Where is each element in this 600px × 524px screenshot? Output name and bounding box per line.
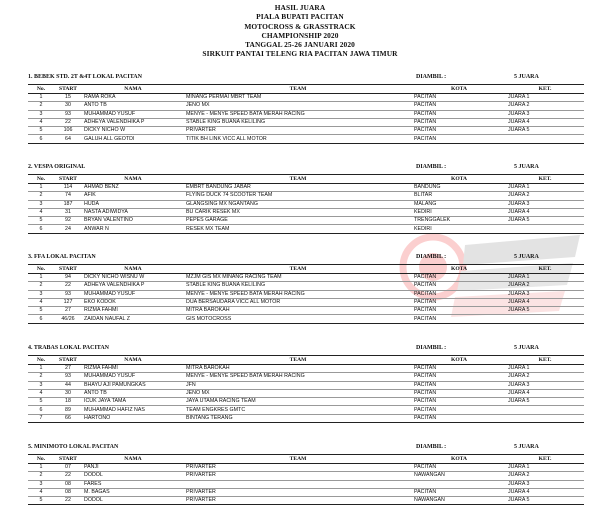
cell-no: 6 — [39, 406, 43, 413]
cell-ket: JUARA 2 — [508, 472, 530, 479]
cell-nama: HARTONO — [84, 414, 111, 421]
results-table — [28, 264, 584, 324]
column-header-team: TEAM — [184, 455, 412, 464]
table-row — [28, 497, 584, 505]
cell-no: 5 — [39, 127, 43, 134]
table-row — [28, 488, 584, 496]
cell-team: PRIVARTER — [186, 127, 216, 134]
cell-no: 4 — [39, 119, 43, 126]
cell-no: 2 — [39, 472, 43, 479]
cell-kota: PACITAN — [414, 365, 437, 372]
column-header-nama: NAMA — [82, 85, 184, 94]
cell-kota: PACITAN — [414, 110, 437, 117]
cell-nama: ANWAR N — [84, 225, 109, 232]
cell-start: 30 — [65, 102, 71, 109]
cell-team: GIS MOTOCROSS — [186, 315, 232, 322]
cell-no: 6 — [39, 315, 43, 322]
cell-no: 4 — [39, 209, 43, 216]
cell-nama: DICKY NICHO W — [84, 127, 126, 134]
table-row — [28, 414, 584, 422]
section-header — [28, 73, 584, 84]
column-header-team: TEAM — [184, 265, 412, 274]
cell-ket: JUARA 5 — [508, 307, 530, 314]
cell-nama: M. BAGAS — [84, 489, 110, 496]
table-row — [28, 110, 584, 118]
cell-no: 5 — [39, 497, 43, 504]
cell-start: 66 — [65, 414, 71, 421]
cell-team: FLYING DUCK 74 SCOOTER TEAM — [186, 192, 273, 199]
cell-nama: ICUK JAYA TAMA — [84, 398, 126, 405]
cell-kota: PACITAN — [414, 94, 437, 101]
cell-team: MITRA BAROKAH — [186, 365, 230, 372]
section-title: 2. VESPA ORIGINAL — [28, 164, 86, 170]
cell-team — [184, 480, 412, 488]
cell-nama: ANTO TB — [84, 102, 107, 109]
cell-team: PRIVARTER — [186, 497, 216, 504]
column-header-kota: KOTA — [412, 85, 506, 94]
cell-start: 08 — [65, 489, 71, 496]
cell-no: 2 — [39, 192, 43, 199]
cell-start: 07 — [65, 464, 71, 471]
cell-start: 22 — [65, 119, 71, 126]
cell-kota: NAWANGAN — [414, 497, 445, 504]
cell-no: 3 — [39, 290, 43, 297]
section-title: 5. MINIMOTO LOKAL PACITAN — [28, 444, 119, 450]
header-championship: CHAMPIONSHIP 2020 — [261, 30, 339, 40]
cell-team: JAYA UTAMA RACING TEAM — [186, 398, 256, 405]
diambil-label: DIAMBIL : — [416, 254, 447, 260]
cell-no: 4 — [39, 299, 43, 306]
table-row — [28, 217, 584, 225]
header-discipline: MOTOCROSS & GRASSTRACK — [244, 21, 356, 31]
cell-ket: JUARA 3 — [508, 480, 530, 487]
table-row — [28, 464, 584, 472]
cell-team: MITRA BAROKAH — [186, 307, 230, 314]
cell-start: 114 — [63, 184, 73, 191]
table-row — [28, 200, 584, 208]
section-title: 1. BEBEK STD. 2T &4T LOKAL PACITAN — [28, 74, 142, 80]
table-row — [28, 184, 584, 192]
table-row — [28, 365, 584, 373]
cell-nama: ADHEYA VALENDHIKA P — [84, 119, 145, 126]
cell-no: 1 — [39, 274, 43, 281]
cell-no: 2 — [39, 373, 43, 380]
cell-kota: PACITAN — [414, 282, 437, 289]
cell-start: 46/26 — [61, 315, 75, 322]
cell-no: 3 — [39, 200, 43, 207]
cell-team: JENO MX — [186, 390, 210, 397]
cell-ket — [506, 406, 584, 414]
diambil-label: DIAMBIL : — [416, 74, 447, 80]
cell-nama: DODOL — [84, 472, 103, 479]
table-row — [28, 102, 584, 110]
cell-ket: JUARA 2 — [508, 102, 530, 109]
cell-nama: MUHAMMAD HAFIZ NAS — [84, 406, 145, 413]
table-row — [28, 480, 584, 488]
column-header-ket: KET. — [506, 356, 584, 365]
cell-no: 1 — [39, 464, 43, 471]
results-table — [28, 84, 584, 144]
table-row — [28, 225, 584, 233]
cell-kota: PACITAN — [414, 315, 437, 322]
cell-nama: DICKY NICHO WISNU W — [84, 274, 145, 281]
cell-team: MENYE - MENYE SPEED BATA MERAH RACING — [186, 373, 305, 380]
column-header-nama: NAMA — [82, 175, 184, 184]
section-ffa — [28, 253, 584, 324]
cell-ket: JUARA 1 — [508, 184, 530, 191]
cell-start: 27 — [65, 365, 71, 372]
column-header-no: No. — [28, 455, 54, 464]
cell-start: 22 — [65, 472, 71, 479]
cell-team: EMBRT BANDUNG JABAR — [186, 184, 251, 191]
column-header-no: No. — [28, 85, 54, 94]
cell-nama: FARES — [84, 480, 102, 487]
cell-start: 127 — [63, 299, 73, 306]
cell-nama: MUHAMMAD YUSUF — [84, 110, 136, 117]
diambil-label: DIAMBIL : — [416, 345, 447, 351]
cell-kota: PACITAN — [414, 307, 437, 314]
cell-team: PRIVARTER — [186, 489, 216, 496]
cell-ket: JUARA 3 — [508, 290, 530, 297]
table-row — [28, 192, 584, 200]
cell-team: MENYE - MENYE SPEED BATA MERAH RACING — [186, 110, 305, 117]
column-header-start: START — [54, 356, 82, 365]
cell-team: TEAM ENGKRES GMTC — [186, 406, 246, 413]
cell-ket: JUARA 3 — [508, 110, 530, 117]
cell-start: 31 — [65, 209, 71, 216]
cell-ket: JUARA 2 — [508, 373, 530, 380]
cell-start: 106 — [63, 127, 73, 134]
cell-nama: ADHEYA VALENDHIKA P — [84, 282, 145, 289]
cell-nama: PANJI — [84, 464, 99, 471]
cell-team: STABLE KING BUANA KELILING — [186, 119, 266, 126]
juara-count: 5 JUARA — [514, 444, 539, 450]
cell-team: MENYE - MENYE SPEED BATA MERAH RACING — [186, 290, 305, 297]
cell-ket: JUARA 2 — [508, 282, 530, 289]
results-table — [28, 174, 584, 234]
cell-no: 3 — [39, 110, 43, 117]
section-trabas — [28, 344, 584, 423]
cell-no: 7 — [39, 414, 43, 421]
diambil-label: DIAMBIL : — [416, 164, 447, 170]
column-header-ket: KET. — [506, 85, 584, 94]
cell-start: 24 — [65, 225, 71, 232]
column-header-nama: NAMA — [82, 455, 184, 464]
cell-team: PRIVARTER — [186, 472, 216, 479]
cell-start: 22 — [65, 497, 71, 504]
cell-ket: JUARA 1 — [508, 365, 530, 372]
cell-nama: RIZMA FAHMI — [84, 307, 118, 314]
cell-start: 15 — [65, 94, 71, 101]
results-table — [28, 355, 584, 423]
table-row — [28, 290, 584, 298]
cell-nama: NASTA ADIWIDYA — [84, 209, 128, 216]
cell-kota: PACITAN — [414, 414, 437, 421]
table-header-row — [28, 85, 584, 94]
cell-no: 5 — [39, 217, 43, 224]
column-header-no: No. — [28, 356, 54, 365]
cell-ket: JUARA 4 — [508, 299, 530, 306]
section-header — [28, 253, 584, 264]
cell-no: 6 — [39, 135, 43, 142]
cell-no: 5 — [39, 398, 43, 405]
column-header-nama: NAMA — [82, 356, 184, 365]
cell-kota: NAWANGAN — [414, 472, 445, 479]
cell-team: STABLE KING BUANA KELILING — [186, 282, 266, 289]
header-event: PIALA BUPATI PACITAN — [256, 12, 344, 22]
column-header-no: No. — [28, 175, 54, 184]
section-header — [28, 163, 584, 174]
cell-nama: MUHAMMAD YUSUF — [84, 373, 136, 380]
cell-no: 2 — [39, 102, 43, 109]
cell-start: 93 — [65, 110, 71, 117]
cell-team: RESEK MX TEAM — [186, 225, 230, 232]
column-header-team: TEAM — [184, 85, 412, 94]
section-minimoto — [28, 443, 584, 505]
column-header-kota: KOTA — [412, 356, 506, 365]
cell-ket — [506, 135, 584, 143]
cell-nama: ZAIDAN NAUFAL Z — [84, 315, 131, 322]
cell-kota — [412, 480, 506, 488]
table-header-row — [28, 455, 584, 464]
column-header-start: START — [54, 175, 82, 184]
table-row — [28, 307, 584, 315]
cell-start: 44 — [65, 381, 71, 388]
header-date: TANGGAL 25-26 JANUARI 2020 — [245, 40, 355, 50]
cell-team: MZJM GIS MX MINANG RACING TEAM — [186, 274, 282, 281]
cell-kota: KEDIRI — [414, 225, 432, 232]
juara-count: 5 JUARA — [514, 254, 539, 260]
cell-ket: JUARA 1 — [508, 464, 530, 471]
cell-start: 27 — [65, 307, 71, 314]
cell-ket — [506, 414, 584, 422]
diambil-label: DIAMBIL : — [416, 444, 447, 450]
cell-start: 93 — [65, 290, 71, 297]
cell-kota: PACITAN — [414, 398, 437, 405]
cell-kota: PACITAN — [414, 299, 437, 306]
cell-nama: AHMAD BENZ — [84, 184, 119, 191]
header-title: HASIL JUARA — [274, 3, 326, 12]
column-header-kota: KOTA — [412, 175, 506, 184]
cell-nama: RAMA ROKA — [84, 94, 116, 101]
column-header-ket: KET. — [506, 455, 584, 464]
table-row — [28, 315, 584, 323]
table-row — [28, 274, 584, 282]
table-row — [28, 381, 584, 389]
table-row — [28, 282, 584, 290]
column-header-ket: KET. — [506, 265, 584, 274]
cell-team: BINTANG TERANG — [186, 414, 233, 421]
column-header-start: START — [54, 265, 82, 274]
table-header-row — [28, 175, 584, 184]
cell-team: MINANG PERMAI MBRT TEAM — [186, 94, 262, 101]
section-header — [28, 344, 584, 355]
table-row — [28, 208, 584, 216]
cell-ket: JUARA 3 — [508, 200, 530, 207]
cell-kota: PACITAN — [414, 127, 437, 134]
cell-start: 92 — [65, 217, 71, 224]
table-row — [28, 118, 584, 126]
cell-nama: RIZMA FAHMI — [84, 365, 118, 372]
table-row — [28, 373, 584, 381]
cell-start: 187 — [63, 200, 73, 207]
section-title: 4. TRABAS LOKAL PACITAN — [28, 345, 110, 351]
cell-ket: JUARA 4 — [508, 489, 530, 496]
cell-nama: HUDA — [84, 200, 100, 207]
table-row — [28, 398, 584, 406]
cell-no: 1 — [39, 184, 43, 191]
cell-start: 74 — [65, 192, 71, 199]
header-venue: SIRKUIT PANTAI TELENG RIA PACITAN JAWA TIMUR — [202, 49, 398, 59]
results-table — [28, 454, 584, 505]
cell-kota: PACITAN — [414, 290, 437, 297]
cell-nama: MUHAMMAD YUSUF — [84, 290, 136, 297]
table-row — [28, 135, 584, 143]
table-row — [28, 298, 584, 306]
cell-kota: PACITAN — [414, 135, 437, 142]
cell-kota: PACITAN — [414, 274, 437, 281]
section-header — [28, 443, 584, 454]
document-header — [0, 3, 600, 59]
cell-kota: PACITAN — [414, 390, 437, 397]
cell-nama: EKO KODOK — [84, 299, 116, 306]
cell-team: DUA BERSAUDARA VICC ALL MOTOR — [186, 299, 281, 306]
column-header-ket: KET. — [506, 175, 584, 184]
cell-start: 22 — [65, 282, 71, 289]
cell-ket — [506, 315, 584, 323]
cell-no: 4 — [39, 390, 43, 397]
cell-kota: PACITAN — [414, 406, 437, 413]
cell-no: 1 — [39, 365, 43, 372]
cell-start: 89 — [65, 406, 71, 413]
cell-ket: JUARA 5 — [508, 398, 530, 405]
cell-nama: DODOL — [84, 497, 103, 504]
table-header-row — [28, 356, 584, 365]
cell-start: 64 — [65, 135, 71, 142]
column-header-start: START — [54, 455, 82, 464]
juara-count: 5 JUARA — [514, 345, 539, 351]
table-row — [28, 406, 584, 414]
cell-nama: GALUH ALL GEOTDI — [84, 135, 135, 142]
cell-nama: BRYAN VALENTINO — [84, 217, 133, 224]
cell-no: 3 — [39, 480, 43, 487]
column-header-no: No. — [28, 265, 54, 274]
cell-kota: KEDIRI — [414, 209, 432, 216]
cell-kota: PACITAN — [414, 489, 437, 496]
cell-start: 94 — [65, 274, 71, 281]
column-header-start: START — [54, 85, 82, 94]
cell-start: 08 — [65, 480, 71, 487]
cell-no: 4 — [39, 489, 43, 496]
cell-start: 93 — [65, 373, 71, 380]
cell-team: GLANGSING MX NGANTANG — [186, 200, 259, 207]
table-row — [28, 127, 584, 135]
section-vespa — [28, 163, 584, 234]
cell-ket: JUARA 1 — [508, 274, 530, 281]
cell-team: BU CARIK RESEK MX — [186, 209, 240, 216]
cell-start: 18 — [65, 398, 71, 405]
cell-no: 6 — [39, 225, 43, 232]
cell-team: PEPES GARAGE — [186, 217, 228, 224]
cell-team: JENO MX — [186, 102, 210, 109]
table-header-row — [28, 265, 584, 274]
cell-ket: JUARA 3 — [508, 381, 530, 388]
cell-ket: JUARA 4 — [508, 209, 530, 216]
cell-team: TITIK BH LINK VICC ALL MOTOR — [186, 135, 267, 142]
cell-start: 30 — [65, 390, 71, 397]
cell-kota: PACITAN — [414, 381, 437, 388]
cell-ket: JUARA 1 — [508, 94, 530, 101]
cell-kota: PACITAN — [414, 102, 437, 109]
cell-no: 3 — [39, 381, 43, 388]
cell-ket: JUARA 4 — [508, 119, 530, 126]
cell-no: 5 — [39, 307, 43, 314]
cell-team: PRIVARTER — [186, 464, 216, 471]
section-title: 3. FFA LOKAL PACITAN — [28, 254, 96, 260]
cell-kota: BLITAR — [414, 192, 433, 199]
column-header-team: TEAM — [184, 175, 412, 184]
juara-count: 5 JUARA — [514, 74, 539, 80]
section-bebek — [28, 73, 584, 144]
cell-ket: JUARA 2 — [508, 192, 530, 199]
cell-nama: BHAYU AJI PAMUNGKAS — [84, 381, 146, 388]
juara-count: 5 JUARA — [514, 164, 539, 170]
cell-kota: PACITAN — [414, 464, 437, 471]
cell-ket: JUARA 4 — [508, 390, 530, 397]
cell-no: 1 — [39, 94, 43, 101]
column-header-nama: NAMA — [82, 265, 184, 274]
column-header-team: TEAM — [184, 356, 412, 365]
table-row — [28, 472, 584, 480]
cell-ket: JUARA 5 — [508, 127, 530, 134]
cell-ket — [506, 225, 584, 233]
cell-kota: PACITAN — [414, 373, 437, 380]
table-row — [28, 94, 584, 102]
cell-nama: ANTO TB — [84, 390, 107, 397]
cell-kota: TRENGGALEK — [414, 217, 451, 224]
table-row — [28, 389, 584, 397]
cell-kota: BANDUNG — [414, 184, 441, 191]
cell-kota: MALANG — [414, 200, 437, 207]
cell-nama: AFIK — [84, 192, 96, 199]
cell-team: JFN — [186, 381, 196, 388]
cell-no: 2 — [39, 282, 43, 289]
cell-ket: JUARA 5 — [508, 217, 530, 224]
cell-ket: JUARA 5 — [508, 497, 530, 504]
cell-kota: PACITAN — [414, 119, 437, 126]
column-header-kota: KOTA — [412, 265, 506, 274]
column-header-kota: KOTA — [412, 455, 506, 464]
